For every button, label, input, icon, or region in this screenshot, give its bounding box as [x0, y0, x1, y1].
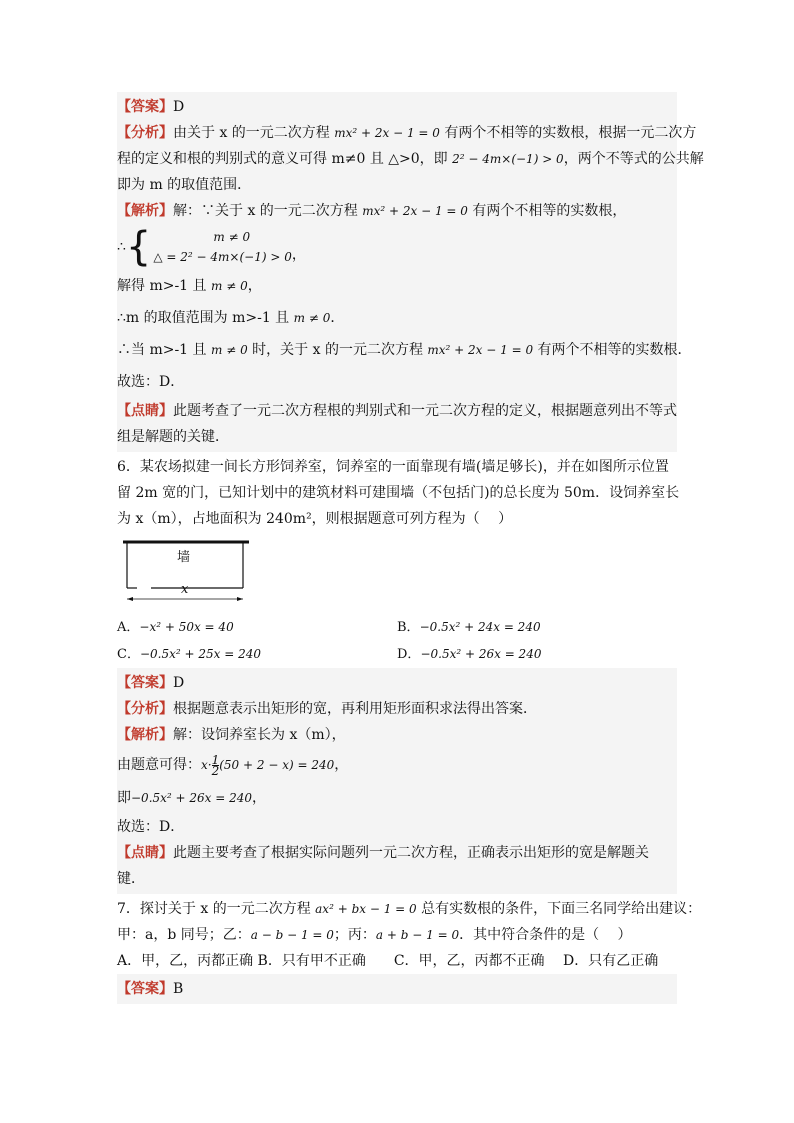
denominator: 2	[211, 763, 220, 778]
q6-answer-line	[117, 670, 677, 696]
q5-comment-line-1	[117, 398, 677, 424]
text: ，	[291, 247, 306, 263]
q6-solution-line-2	[117, 748, 677, 782]
text: 由关于 x 的一元二次方程	[173, 125, 335, 141]
option-label: C．	[117, 647, 140, 662]
equation: 2² − 4m×(−1) > 0	[452, 152, 564, 166]
q7-solution-block	[117, 974, 677, 1004]
text: 解得 m>-1 且	[117, 278, 211, 294]
analysis-tag: 【分析】	[117, 125, 173, 141]
system-row-2: △ = 2² − 4m×(−1) > 0	[153, 250, 292, 264]
q6-solution-line-1	[117, 722, 677, 748]
text: ，两个不等式的公共解	[563, 151, 704, 167]
numerator: 1	[211, 752, 220, 767]
option-label: D．	[397, 647, 421, 662]
answer-tag: 【答案】	[117, 99, 173, 115]
document-page	[117, 92, 704, 1004]
equation: −0.5x² + 26x = 240	[131, 791, 253, 805]
q5-analysis-line-3: 即为 m 的取值范围．	[117, 177, 252, 193]
text: 有两个不相等的实数根，根据一元二次方	[439, 125, 697, 141]
text: 有两个不相等的实数根，	[467, 203, 627, 219]
option-b	[397, 614, 677, 641]
q6-answer: D	[173, 675, 185, 691]
option-text: −x² + 50x = 40	[139, 620, 234, 634]
arrow-right-icon	[237, 597, 243, 601]
option-a	[117, 614, 397, 641]
q5-solution-line-6: 故选：D．	[117, 374, 185, 390]
q7-answer-line	[117, 976, 677, 1002]
q5-solution-line-5	[117, 334, 692, 366]
option-text: −0.5x² + 24x = 240	[419, 620, 541, 634]
equation: m ≠ 0	[293, 311, 331, 325]
equation: a + b − 1 = 0	[375, 928, 460, 942]
q5-answer-line	[117, 94, 677, 120]
q6-stem-line-1: 6．某农场拟建一间长方形饲养室，饲养室的一面靠现有墙(墙足够长)，并在如图所示位置	[117, 459, 669, 475]
q6-solution-line-3	[117, 782, 677, 814]
equation: m ≠ 0	[211, 279, 248, 293]
text: ；丙：	[333, 927, 376, 943]
wall-label: 墙	[177, 550, 191, 565]
q6-solution-block	[117, 668, 677, 894]
q5-solution-block	[117, 92, 704, 452]
text: ，	[247, 278, 262, 294]
q5-solution-line-1	[117, 198, 677, 224]
q5-solution-line-3	[117, 270, 677, 302]
text: 此题主要考查了根据实际问题列一元二次方程，正确表示出矩形的宽是解题关	[173, 845, 649, 861]
q5-inequality-system	[117, 224, 677, 270]
equation: m ≠ 0	[211, 343, 248, 357]
text: ．其中符合条件的是（ ）	[459, 927, 632, 943]
therefore-symbol: ∴	[117, 239, 126, 255]
q7-stem-line-1	[117, 896, 702, 922]
q5-analysis-line-1	[117, 120, 697, 146]
comment-tag: 【点睛】	[117, 403, 173, 419]
option-text: −0.5x² + 26x = 240	[420, 647, 542, 661]
text: ∴当 m>-1 且	[117, 342, 211, 358]
q7-stem-line-2	[117, 922, 677, 948]
solution-tag: 【解析】	[117, 727, 173, 743]
equation: a − b − 1 = 0	[250, 928, 334, 942]
text: ．	[330, 310, 345, 326]
system-row-1: m ≠ 0	[213, 230, 251, 244]
analysis-tag: 【分析】	[117, 701, 173, 717]
text: 即	[117, 790, 131, 806]
equation: mx² + 2x − 1 = 0	[334, 126, 440, 140]
option-d	[397, 641, 677, 668]
q6-comment-line-1	[117, 840, 677, 866]
text: 根据题意表示出矩形的宽，再利用矩形面积求法得出答案．	[173, 701, 537, 717]
system-rows	[153, 227, 291, 267]
q6-comment-line-2: 键．	[117, 871, 145, 887]
text: 甲：a，b 同号；乙：	[117, 927, 251, 943]
answer-tag: 【答案】	[117, 981, 173, 997]
q5-solution-line-4	[117, 302, 677, 334]
text: 7．探讨关于 x 的一元二次方程	[117, 901, 316, 917]
option-text: −0.5x² + 25x = 240	[139, 647, 261, 661]
equation: x·	[201, 758, 212, 772]
q6-stem-line-3: 为 x（m），占地面积为 240m²，则根据题意可列方程为（ ）	[117, 511, 513, 527]
q6-figure	[121, 538, 251, 608]
text: ，	[334, 757, 349, 773]
left-brace-icon: {	[125, 224, 152, 270]
q5-analysis-line-2	[117, 146, 704, 172]
equation: mx² + 2x − 1 = 0	[427, 343, 534, 357]
arrow-left-icon	[127, 597, 133, 601]
q6-options	[117, 614, 677, 668]
q6-stem-line-2: 留 2m 宽的门，已知计划中的建筑材料可建围墙（不包括门)的总长度为 50m．设饲养室长	[117, 485, 680, 501]
text: ，	[252, 790, 267, 806]
option-label: B．	[397, 620, 420, 635]
x-label: x	[181, 582, 189, 597]
text: ∴m 的取值范围为 m>-1 且	[117, 310, 294, 326]
q5-comment-line-2: 组是解题的关键．	[117, 429, 229, 445]
text: 程的定义和根的判别式的意义可得 m≠0 且 △>0，即	[117, 151, 453, 167]
equation: mx² + 2x − 1 = 0	[362, 204, 468, 218]
text: 由题意可得：	[117, 757, 201, 773]
text: 解：设饲养室长为 x（m），	[173, 727, 346, 743]
q6-solution-line-4: 故选：D．	[117, 819, 185, 835]
text: 时，关于 x 的一元二次方程	[247, 342, 428, 358]
q5-answer: D	[173, 99, 185, 115]
text: 解：∵关于 x 的一元二次方程	[173, 203, 363, 219]
comment-tag: 【点睛】	[117, 845, 173, 861]
q7-options: A．甲，乙，丙都正确 B．只有甲不正确 C．甲，乙，丙都不正确 D．只有乙正确	[117, 953, 659, 969]
q7-answer: B	[173, 981, 184, 997]
text: 有两个不相等的实数根．	[533, 342, 692, 358]
text: 此题考查了一元二次方程根的判别式和一元二次方程的定义，根据题意列出不等式	[173, 403, 677, 419]
text: 总有实数根的条件，下面三名同学给出建议：	[416, 901, 702, 917]
solution-tag: 【解析】	[117, 203, 173, 219]
equation: ax² + bx − 1 = 0	[315, 902, 417, 916]
equation: (50 + 2 − x) = 240	[219, 758, 335, 772]
option-label: A．	[117, 620, 140, 635]
option-c	[117, 641, 397, 668]
answer-tag: 【答案】	[117, 675, 173, 691]
q6-analysis-line	[117, 696, 677, 722]
